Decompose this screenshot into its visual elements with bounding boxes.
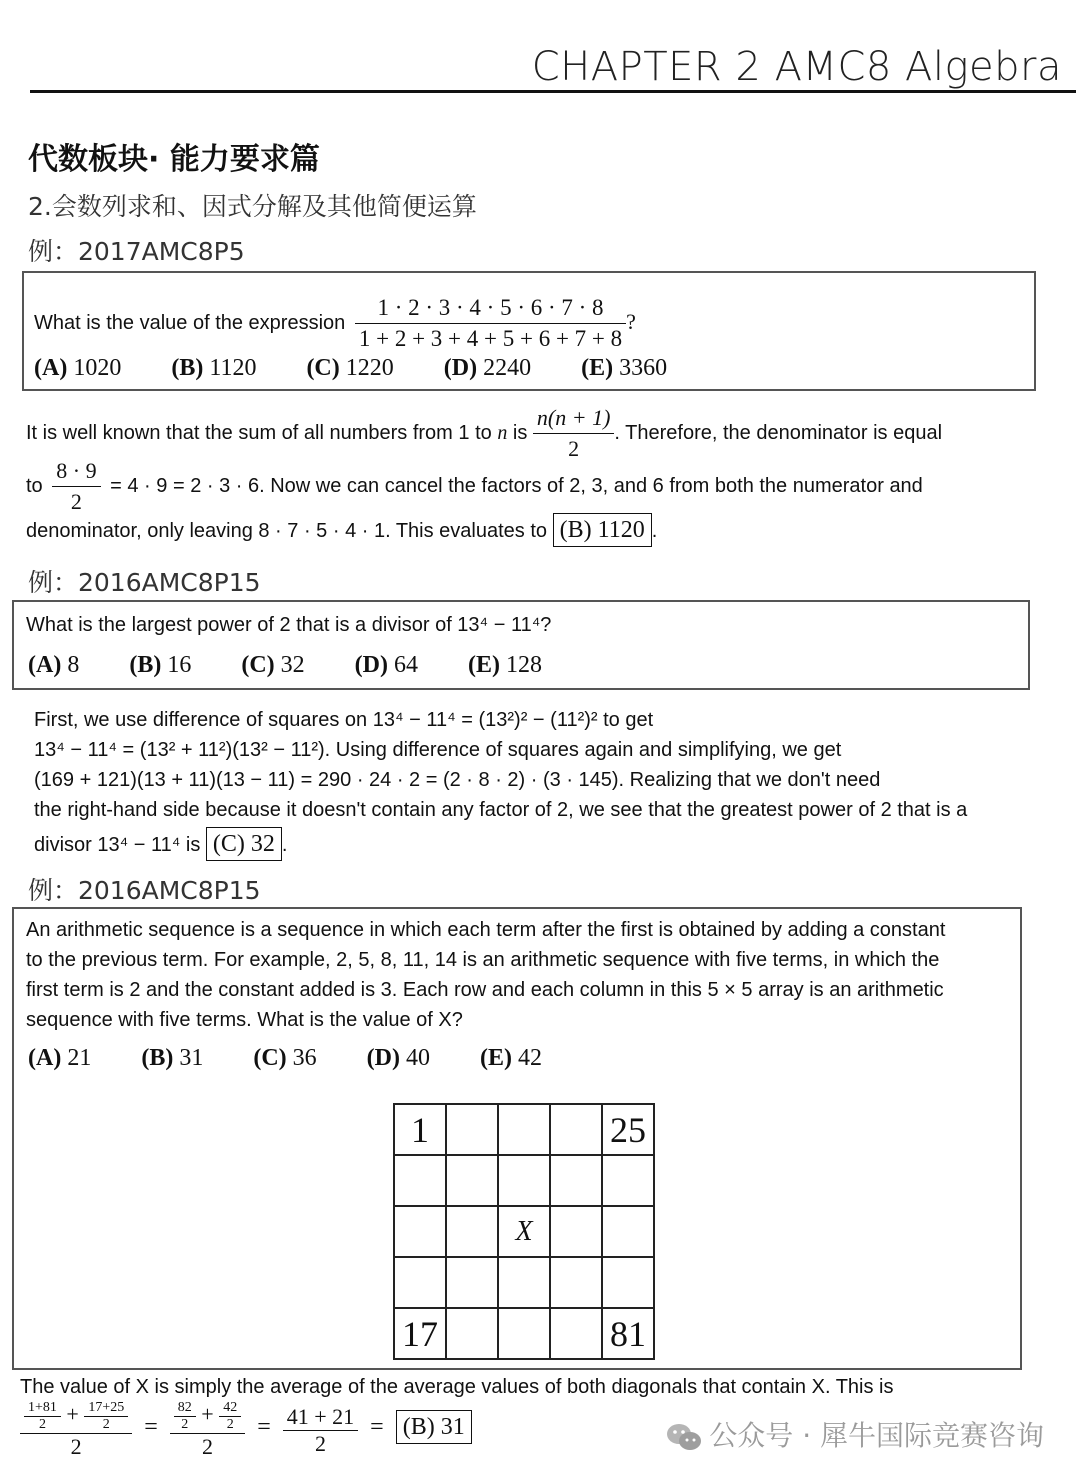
example-3-question-line-4: sequence with five terms. What is the value of X?	[26, 1009, 463, 1031]
grid-cell	[498, 1155, 550, 1206]
grid-cell: 17	[394, 1308, 446, 1359]
outer-fraction-1: $\frac{1+81}{2}$ + $\frac{17+25}{2}$ 2	[20, 1400, 132, 1460]
grid-cell	[602, 1257, 654, 1308]
example-1-solution-line-3: denominator, only leaving 8 · 7 · 5 · 4 · 1. This evaluates to (B) 1120 .	[26, 513, 657, 547]
example-3-solution-equation: $\frac{1+81}{2}$ + $\frac{17+25}{2}$ 2 = $\frac{82}{2}$ + $\frac{42}{2}$ 2 = $\frac{41 + 21}{2}$ = (B) 31	[20, 1400, 472, 1460]
example-3-answer-box: (B) 31	[396, 1410, 472, 1444]
option-c: (C) 36	[253, 1045, 317, 1071]
grid-cell	[602, 1206, 654, 1257]
chapter-title: CHAPTER 2 AMC8 Algebra	[531, 44, 1062, 90]
example-2-solution-line-2: 13⁴ − 11⁴ = (13² + 11²)(13² − 11²). Using difference of squares again and simplifying, we get	[34, 739, 842, 761]
example-1-problem-box	[22, 271, 1036, 391]
option-b: (B) 31	[141, 1045, 204, 1071]
option-e: (E) 128	[467, 652, 542, 678]
example-2-options	[28, 652, 586, 679]
option-e: (E) 3360	[581, 355, 668, 381]
sum-formula-fraction: $\frac{n(n + 1)}{2}$	[533, 403, 615, 464]
grid-cell	[498, 1308, 550, 1359]
option-e: (E) 42	[479, 1045, 542, 1071]
grid-cell: 25	[602, 1104, 654, 1155]
example-2-solution-line-1: First, we use difference of squares on 13⁴ − 11⁴ = (13²)² − (11²)² to get	[34, 709, 654, 731]
grid-cell	[394, 1155, 446, 1206]
grid-cell	[550, 1206, 602, 1257]
grid-cell: 1	[394, 1104, 446, 1155]
section-title: 代数板块· 能力要求篇	[28, 142, 320, 177]
example-2-question: What is the largest power of 2 that is a divisor of 13⁴ − 11⁴?	[26, 614, 552, 636]
grid-cell	[498, 1257, 550, 1308]
example-2-answer-box: (C) 32	[206, 827, 282, 861]
option-a: (A) 21	[28, 1045, 92, 1071]
example-2-problem-box	[12, 600, 1030, 690]
option-c: (C) 1220	[306, 355, 394, 381]
example-2-solution-line-3: (169 + 121)(13 + 11)(13 − 11) = 290 · 24 · 2 = (2 · 8 · 2) · (3 · 145). Realizing that we don't need	[34, 769, 881, 791]
wechat-icon	[665, 1422, 703, 1452]
grid-cell	[446, 1206, 498, 1257]
question-mark: ?	[626, 308, 636, 334]
denominator-fraction: $\frac{8 \cdot 9}{2}$	[52, 456, 100, 517]
example-3-label: 例：2016AMC8P15	[28, 876, 261, 905]
example-3-question-line-3: first term is 2 and the constant added is 3. Each row and each column in this 5 × 5 array is an arithmetic	[26, 979, 944, 1001]
grid-cell	[446, 1155, 498, 1206]
option-b: (B) 1120	[171, 355, 257, 381]
fraction-denominator: 1 + 2 + 3 + 4 + 5 + 6 + 7 + 8	[358, 326, 623, 351]
example-2-solution-line-4: the right-hand side because it doesn't contain any factor of 2, we see that the greatest power of 2 that is a	[34, 799, 968, 821]
number-grid-5x5	[393, 1103, 655, 1360]
option-b: (B) 16	[129, 652, 192, 678]
example-2-label: 例：2016AMC8P15	[28, 568, 261, 597]
question-prefix: What is the value of the expression	[34, 311, 346, 334]
option-d: (D) 40	[366, 1045, 430, 1071]
expression-fraction	[355, 293, 626, 354]
grid-cell: 81	[602, 1308, 654, 1359]
grid-cell-x: X	[498, 1206, 550, 1257]
grid-cell	[498, 1104, 550, 1155]
example-3-solution-line-1: The value of X is simply the average of the average values of both diagonals that contain X. This is	[20, 1376, 894, 1398]
outer-fraction-3: $\frac{41 + 21}{2}$	[283, 1404, 358, 1457]
example-3-question-line-1: An arithmetic sequence is a sequence in which each term after the first is obtained by adding a constant	[26, 919, 946, 941]
grid-cell	[394, 1206, 446, 1257]
example-1-answer-box: (B) 1120	[553, 513, 652, 547]
example-1-label: 例：2017AMC8P5	[28, 237, 245, 266]
example-2-solution-line-5: divisor 13⁴ − 11⁴ is (C) 32 .	[34, 827, 287, 861]
header-divider	[30, 90, 1076, 93]
example-1-options	[34, 355, 711, 382]
grid-cell	[550, 1104, 602, 1155]
fraction-numerator: 1 · 2 · 3 · 4 · 5 · 6 · 7 · 8	[355, 293, 626, 324]
grid-cell	[394, 1257, 446, 1308]
grid-cell	[550, 1155, 602, 1206]
option-d: (D) 64	[354, 652, 418, 678]
grid-cell	[446, 1308, 498, 1359]
option-c: (C) 32	[241, 652, 305, 678]
watermark	[665, 1414, 1044, 1454]
example-3-problem-box	[12, 907, 1022, 1370]
grid-cell	[550, 1257, 602, 1308]
example-1-question	[34, 293, 636, 354]
watermark-text: 公众号 · 犀牛国际竞赛咨询	[709, 1419, 1044, 1452]
section-subtitle: 2.会数列求和、因式分解及其他简便运算	[28, 192, 477, 221]
option-d: (D) 2240	[443, 355, 532, 381]
example-1-solution-line-1: It is well known that the sum of all numbers from 1 to n is $\frac{n(n + 1)}{2}$ . Therefore, the denominator is equal	[26, 403, 942, 464]
option-a: (A) 8	[28, 652, 80, 678]
outer-fraction-2: $\frac{82}{2}$ + $\frac{42}{2}$ 2	[170, 1400, 245, 1460]
example-3-options	[28, 1045, 586, 1072]
option-a: (A) 1020	[34, 355, 122, 381]
grid-cell	[550, 1308, 602, 1359]
example-3-question-line-2: to the previous term. For example, 2, 5, 8, 11, 14 is an arithmetic sequence with five terms, in which the	[26, 949, 940, 971]
grid-cell	[602, 1155, 654, 1206]
example-1-solution-line-2: to $\frac{8 \cdot 9}{2}$ = 4 · 9 = 2 · 3 · 6. Now we can cancel the factors of 2, 3, and 6 from both the numerator and	[26, 456, 923, 517]
grid-cell	[446, 1257, 498, 1308]
grid-cell	[446, 1104, 498, 1155]
